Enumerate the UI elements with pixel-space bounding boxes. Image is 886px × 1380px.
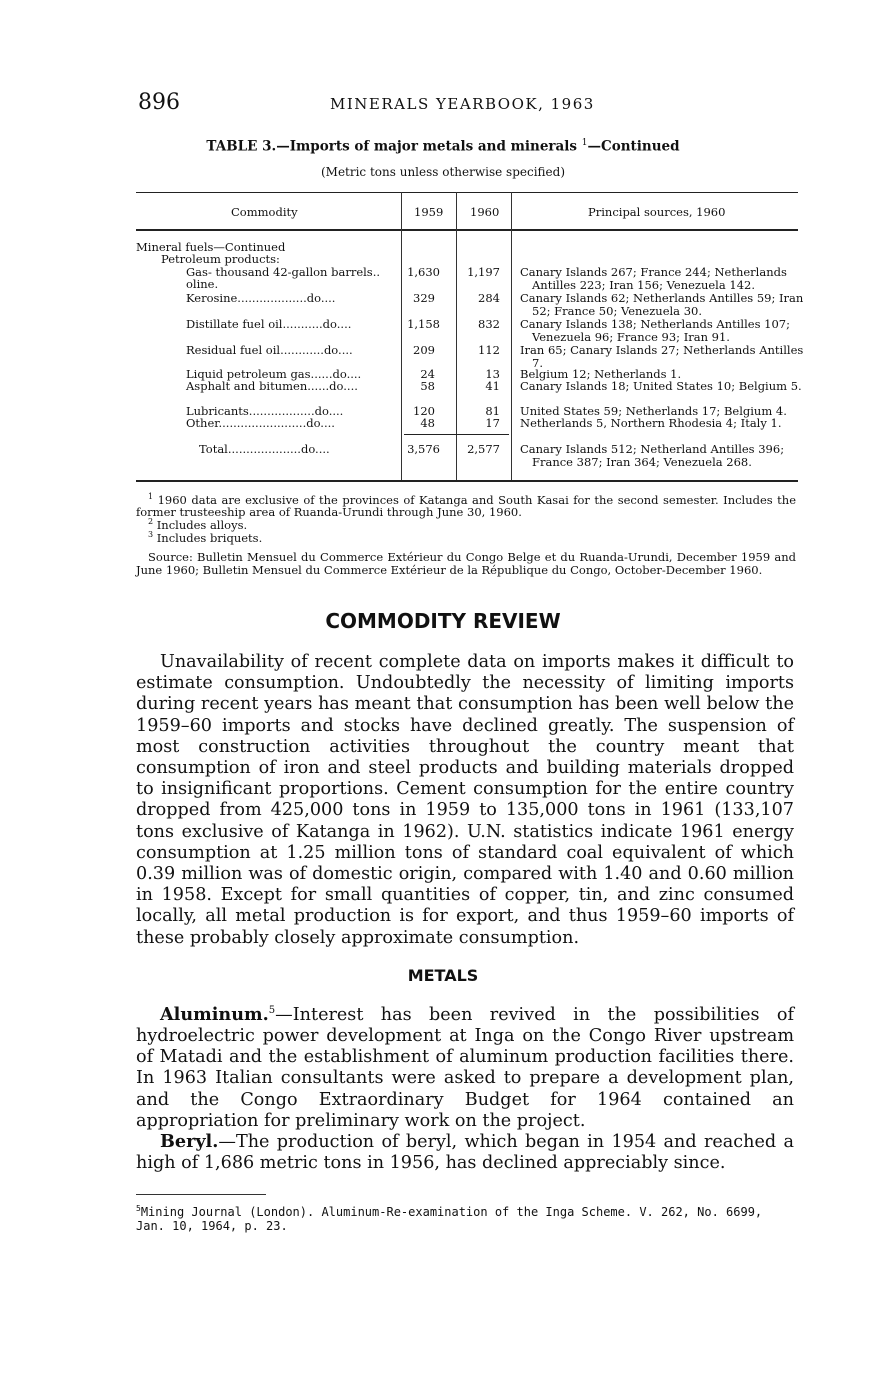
table-top-rule [136, 192, 798, 193]
table-cell-sources: Netherlands 5, Northern Rhodesia 4; Italy 1. [520, 416, 782, 430]
column-divider [401, 192, 402, 480]
table-cell-sources: Canary Islands 62; Netherlands Antilles 59; Iran 52; France 50; Venezuela 30. [520, 291, 804, 318]
aluminum-footnote-mark: 5 [268, 1005, 276, 1016]
footnote-text: Includes briquets. [156, 530, 263, 545]
table-cell-sources: Belgium 12; Netherlands 1. [520, 367, 682, 381]
table-cell-1959: 24 [420, 367, 435, 381]
footnote-rule [136, 1194, 266, 1195]
section-heading-commodity-review: COMMODITY REVIEW [325, 609, 561, 633]
aluminum-paragraph [136, 1000, 794, 1132]
column-header-1960: 1960 [470, 205, 500, 219]
table-cell-1960-total: 2,577 [467, 442, 500, 456]
table-cell-1959: 48 [420, 416, 435, 430]
table-cell-sources: Canary Islands 267; France 244; Netherlands Antilles 223; Iran 156; Venezuela 142. [520, 265, 787, 292]
footnote-mark: 2 [148, 517, 154, 526]
page-footnote-text: Mining Journal (London). Aluminum-Re-examination of the Inga Scheme. V. 262, No. 6699, Jan. 10, 1964, p. 23. [136, 1205, 763, 1233]
table-cell-1960: 13 [485, 367, 500, 381]
table-cell-1960: 81 [485, 404, 500, 418]
table-footnote [148, 529, 788, 544]
page-number: 896 [138, 90, 180, 115]
table-cell-1959: 120 [413, 404, 435, 418]
table-title-text: TABLE 3.—Imports of major metals and minerals [206, 138, 578, 155]
table-subtitle: (Metric tons unless otherwise specified) [320, 165, 566, 179]
beryl-paragraph [136, 1131, 794, 1174]
column-header-1959: 1959 [414, 205, 444, 219]
table-cell-1960: 112 [478, 343, 500, 357]
table-cell-sources-total: Canary Islands 512; Netherland Antilles 396; France 387; Iran 364; Venezuela 268. [520, 442, 785, 469]
table-cell-1960: 1,197 [467, 265, 500, 279]
table-cell-1959-total: 3,576 [407, 442, 440, 456]
table-row-total: Total....................do.... [199, 442, 330, 456]
table-cell-1959: 1,158 [407, 317, 440, 331]
table-cell-1959: 58 [420, 379, 435, 393]
table-cell-1959: 1,630 [407, 265, 440, 279]
table-bottom-rule [136, 480, 798, 482]
table-row-commodity: Distillate fuel oil...........do.... [186, 317, 352, 331]
page-footnote-mark: 5 [136, 1204, 141, 1213]
aluminum-lead: Aluminum. [160, 1003, 269, 1025]
column-header-commodity: Commodity [231, 205, 298, 219]
table-row-commodity: Kerosine...................do.... [186, 291, 336, 305]
footnote-text: Includes alloys. [156, 517, 248, 532]
table-source-note: Source: Bulletin Mensuel du Commerce Extérieur du Congo Belge et du Ruanda-Urundi, December 1959 and June 1960; Bulletin Mensuel du Commerce Extérieur de la République du Congo, October-December 1960. [136, 550, 796, 577]
table-row-commodity: Asphalt and bitumen......do.... [186, 379, 358, 393]
table-cell-1960: 41 [485, 379, 500, 393]
table-title-footnote-mark: 1 [581, 138, 588, 148]
table-row-commodity: Gas- thousand 42-gallon barrels.. [186, 265, 381, 279]
table-row-commodity-cont: oline. [186, 277, 219, 291]
column-divider [511, 192, 512, 480]
table-cell-1960: 17 [485, 416, 500, 430]
running-title: MINERALS YEARBOOK, 1963 [330, 95, 595, 113]
table-header-rule [136, 229, 798, 231]
table-cell-sources: Canary Islands 18; United States 10; Belgium 5. [520, 379, 802, 393]
column-header-sources: Principal sources, 1960 [588, 205, 726, 219]
subgroup-heading: Petroleum products: [161, 252, 280, 266]
total-rule [404, 434, 509, 435]
page-footnote [136, 1202, 796, 1233]
commodity-review-paragraph: Unavailability of recent complete data on imports makes it difficult to estimate consumption. Undoubtedly the necessity of limiting imports during recent years has meant that consumption has been well below the 1959–60 imports and stocks have declined greatly. The suspension of most construction activities throughout the country meant that consumption of iron and steel products and building materials dropped to insignificant proportions. Cement consumption for the entire country dropped from 425,000 tons in 1959 to 135,000 tons in 1961 (133,107 tons exclusive of Katanga in 1962). U.N. statistics indicate 1961 energy consumption at 1.25 million tons of standard coal equivalent of which 0.39 million was of domestic origin, compared with 1.40 and 0.60 million in 1958. Except for small quantities of copper, tin, and zinc consumed locally, all metal production is for export, and thus 1959–60 imports of these probably closely approximate consumption. [136, 652, 794, 948]
table-cell-sources: Canary Islands 138; Netherlands Antilles 107; Venezuela 96; France 93; Iran 91. [520, 317, 790, 344]
column-divider [456, 192, 457, 480]
section-heading-metals: METALS [407, 966, 479, 985]
table-cell-1960: 832 [478, 317, 500, 331]
table-row-commodity: Other........................do.... [186, 416, 335, 430]
table-row-commodity: Liquid petroleum gas......do.... [186, 367, 362, 381]
table-cell-1959: 329 [413, 291, 435, 305]
table-row-commodity: Lubricants..................do.... [186, 404, 344, 418]
table-title-suffix: —Continued [587, 138, 680, 155]
table-title [0, 138, 886, 155]
aluminum-text: —Interest has been revived in the possibilities of hydroelectric power development at Inga on the Congo River upstream of Matadi and the establishment of aluminum production facilities there. In 1963 Italian consultants were asked to prepare a development plan, and the Congo Extraordinary Budget for 1964 contained an appropriation for preliminary work on the project. [136, 1004, 794, 1131]
footnote-mark: 3 [148, 530, 154, 539]
table-footnote [136, 491, 796, 519]
footnote-mark: 1 [148, 492, 154, 501]
table-cell-sources: United States 59; Netherlands 17; Belgium 4. [520, 404, 787, 418]
group-heading: Mineral fuels—Continued [136, 240, 286, 254]
table-cell-sources: Iran 65; Canary Islands 27; Netherlands Antilles 7. [520, 343, 804, 370]
table-cell-1960: 284 [478, 291, 500, 305]
beryl-lead: Beryl. [160, 1131, 219, 1152]
table-row-commodity: Residual fuel oil............do.... [186, 343, 353, 357]
table-cell-1959: 209 [413, 343, 435, 357]
beryl-text: —The production of beryl, which began in 1954 and reached a high of 1,686 metric tons in 1956, has declined appreciably since. [136, 1132, 794, 1174]
footnote-text: 1960 data are exclusive of the provinces of Katanga and South Kasai for the second semester. Includes the former trusteeship area of Ruanda-Urundi through June 30, 1960. [136, 492, 797, 520]
